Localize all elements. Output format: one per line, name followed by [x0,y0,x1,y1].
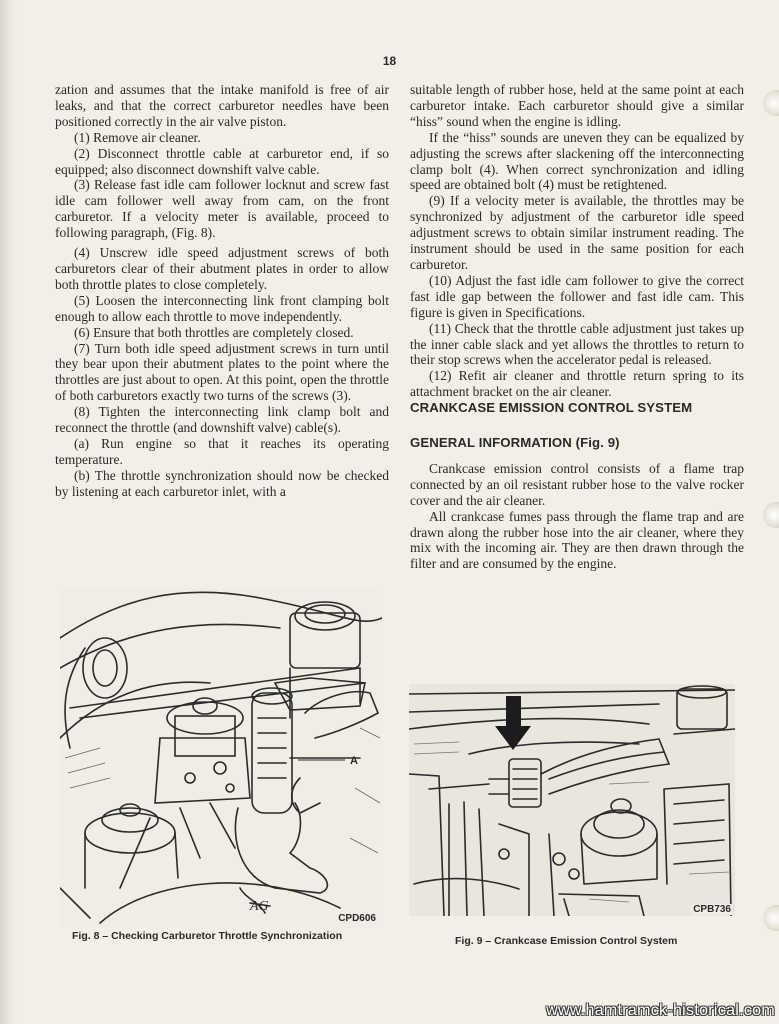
paragraph: (6) Ensure that both throttles are completely closed. [74,324,354,340]
paragraph: (11) Check that the throttle cable adjustment just takes up the inner cable slack and yet allows the throttles to return to their stop screws when the accelerator pedal is released. [410,320,744,368]
paragraph: suitable length of rubber hose, held at the same point at each carburetor intake. Each carburetor should give a similar “hiss” sound when the engine is idling. [410,82,744,129]
paragraph: zation and assumes that the intake manifold is free of air leaks, and that the correct carburetor needles have been positioned correctly in the air valve piston. [55,82,389,129]
paragraph: (10) Adjust the fast idle cam follower to give the correct fast idle gap between the follower and fast idle cam. This figure is given in Specifications. [410,272,744,320]
sketch-initials: AG [250,899,269,914]
page-binding-edge [0,0,18,1024]
engine-bay-drawing [60,588,382,928]
page-curl [763,502,779,528]
emission-system-drawing [409,684,735,916]
paragraph: (b) The throttle synchronization should now be checked by listening at each carburetor inlet, with a [55,467,389,499]
paragraph: (1) Remove air cleaner. [74,129,201,145]
right-column [410,82,744,572]
paragraph: (8) Tighten the interconnecting link clamp bolt and reconnect the throttle (and downshift valve) cable(s). [55,404,389,436]
paragraph: (7) Turn both idle speed adjustment screws in turn until they bear upon their abutment plates to the point where the throttles are just about to open. At this point, open the throttle of both carburetors exactly two turns of the screws (3). [55,340,389,404]
figure-code: CPB736 [693,904,731,915]
paragraph: (3) Release fast idle cam follower locknut and screw fast idle cam follower well away from cam, on the front carburetor. If a velocity meter is available, proceed to following paragraph, (Fig. 8). [55,177,389,241]
page-curl [763,905,779,931]
paragraph: If the “hiss” sounds are uneven they can be equalized by adjusting the screws after slackening off the interconnecting clamp bolt (4). When correct synchronization and idling speed are obtained bolt (4) must be retightened. [410,129,744,193]
paragraph: All crankcase fumes pass through the flame trap and are drawn along the rubber hose into the air cleaner, where they mix with the incoming air. They are then drawn through the filter and are consumed by the engine. [410,508,744,572]
figure-9-caption: Fig. 9 – Crankcase Emission Control System [455,935,678,947]
paragraph: (2) Disconnect throttle cable at carburetor end, if so equipped; also disconnect downshift valve cable. [55,145,389,177]
figure-8-illustration [60,588,382,928]
paragraph: (12) Refit air cleaner and throttle return spring to its attachment bracket on the air cleaner. [410,368,744,400]
paragraph: (5) Loosen the interconnecting link front clamping bolt enough to allow each throttle to move independently. [55,292,389,324]
website-watermark: www.hamtramck-historical.com [546,1002,775,1019]
sub-heading: GENERAL INFORMATION (Fig. 9) [410,435,620,451]
left-column [55,82,389,500]
page-number: 18 [382,54,397,68]
paragraph: Crankcase emission control consists of a flame trap connected by an oil resistant rubber hose to the valve rocker cover and the air cleaner. [410,460,744,508]
section-heading: CRANKCASE EMISSION CONTROL SYSTEM [410,400,693,416]
figure-code: CPD606 [338,913,376,924]
paragraph: (4) Unscrew idle speed adjustment screws of both carburetors clear of their abutment plates in order to allow both throttle plates to close completely. [55,245,389,292]
figure-9-illustration [409,684,735,916]
callout-label-a: A [350,755,358,767]
page-curl [763,90,779,116]
figure-8-caption: Fig. 8 – Checking Carburetor Throttle Synchronization [72,930,343,942]
paragraph: (a) Run engine so that it reaches its operating temperature. [55,435,389,467]
paragraph: (9) If a velocity meter is available, the throttles may be synchronized by adjustment of the carburetor idle speed adjustment screws to obtain similar instrument reading. The instrument should be used in the same position for each carburetor. [410,193,744,272]
